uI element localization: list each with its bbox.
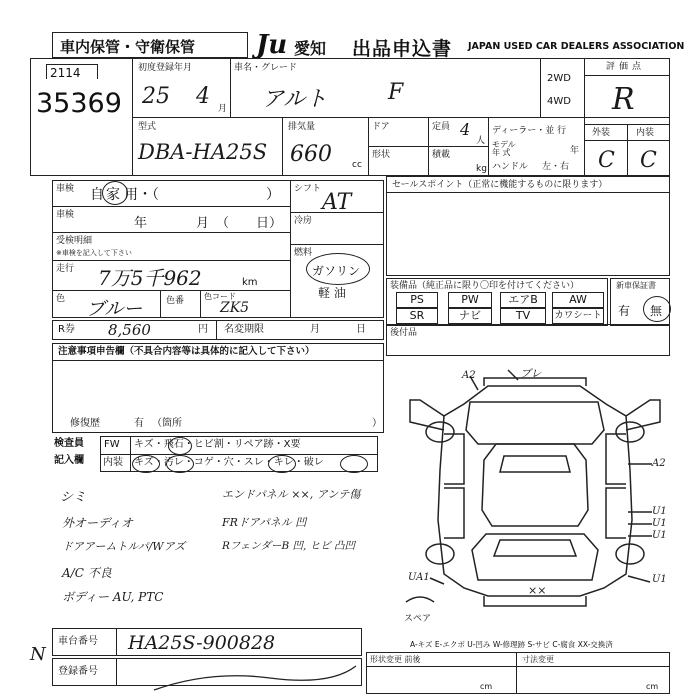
diagram-mark-right-3: U1	[652, 518, 667, 529]
displacement-value: 660	[290, 142, 332, 167]
registration-month: 4	[196, 84, 210, 109]
divider	[160, 290, 161, 318]
repair-value: 有	[134, 418, 144, 429]
checker-chip-circle	[168, 437, 192, 455]
recycle-unit: 円	[198, 324, 208, 335]
diagram-mark-bottom-mid: ××	[528, 584, 547, 597]
repair-paren: （箇所	[152, 418, 182, 429]
sales-point-label: セールスポイント（正常に機能するものに限ります）	[392, 180, 608, 190]
fuel-label: 燃料	[294, 248, 313, 258]
checker-fw-label: FW	[104, 439, 120, 450]
period-day-open: （	[216, 216, 230, 231]
divider	[290, 180, 291, 318]
registration-label: 初度登録年月	[138, 63, 193, 73]
diagram-mark-right-4: U1	[652, 530, 667, 541]
car-front-left-corner	[410, 400, 444, 430]
association-name: JAPAN USED CAR DEALERS ASSOCIATION	[468, 41, 685, 52]
divider	[200, 290, 201, 318]
note-left-4: A/C 不良	[62, 566, 112, 580]
storage-notice: 車内保管・守衛保管	[60, 38, 196, 56]
divider	[290, 244, 384, 245]
size-change-label: 寸法変更	[522, 655, 554, 664]
divider	[230, 58, 231, 117]
mark-line-bottom-left	[430, 578, 444, 584]
checker-tear-circle	[340, 455, 368, 473]
divider	[282, 117, 283, 176]
car-name-label: 車名・グレード	[234, 63, 298, 73]
checker-stain-circle	[166, 455, 194, 473]
diagram-spare-label: スペア	[404, 614, 432, 624]
cooler-label: 冷房	[294, 216, 313, 226]
model-year-sub: 年 式	[492, 148, 511, 157]
inspection-home: 家	[106, 187, 120, 203]
capacity-label: 定員	[432, 122, 451, 132]
equip-sr: SR	[396, 308, 438, 324]
dealer-label: ディーラー・並 行	[492, 126, 567, 136]
diagram-mark-bottom-right: U1	[652, 574, 667, 585]
exterior-label: 外装	[592, 128, 611, 138]
inspection-label: 車検	[56, 184, 75, 194]
inspection-suffix: 用・（	[124, 187, 159, 203]
door-shape-label: 形状	[372, 150, 391, 160]
diagram-mark-top-left: A2	[462, 370, 476, 381]
expiry-day-unit: 日	[356, 324, 366, 335]
expiry-month-unit: 月	[310, 324, 320, 335]
load-label: 積載	[432, 150, 451, 160]
repair-close: ）	[372, 418, 382, 429]
divider	[52, 290, 290, 291]
signature-scribble	[150, 660, 360, 696]
sales-point-frame	[386, 176, 670, 276]
model-value: DBA-HA25S	[138, 140, 268, 164]
mileage-value: 7万5千962	[98, 266, 202, 290]
lot-small-number: 2114	[50, 66, 81, 80]
note-left-3: ドアアームトルパ/Wアズ	[62, 540, 186, 553]
period-year-unit: 年	[134, 216, 148, 231]
period-label: 車検	[56, 210, 75, 220]
wheel-front-right	[616, 422, 644, 442]
note-left-2: 外オーディオ	[62, 516, 134, 530]
ju-logo-mark: Ju	[256, 30, 288, 60]
rear-bumper	[484, 596, 586, 606]
door-label: ドア	[372, 122, 390, 132]
registration-month-unit: 月	[218, 104, 228, 114]
recycle-label: R券	[58, 324, 75, 335]
divider	[516, 652, 517, 694]
car-name-value: アルト	[262, 87, 328, 112]
fuel-gasoline-circle	[306, 253, 370, 285]
recycle-value: 8,560	[108, 321, 151, 339]
displacement-unit: cc	[352, 160, 362, 170]
repair-label: 修復歴	[70, 418, 100, 429]
ledger-label: 受検明細	[56, 236, 93, 246]
note-left-5: ボディー AU, PTC	[62, 590, 164, 604]
lot-number: 35369	[36, 88, 122, 119]
car-side-right	[606, 434, 626, 484]
warranty-yes: 有	[618, 304, 631, 318]
divider	[52, 232, 290, 233]
signature-line	[154, 666, 356, 690]
divider	[488, 117, 489, 176]
note-right-2: FRドアパネル 凹	[222, 516, 307, 529]
wheel-rear-right	[616, 544, 644, 564]
mileage-unit: km	[242, 277, 258, 288]
form-title: 出品申込書	[352, 38, 453, 60]
equip-pw: PW	[448, 292, 492, 308]
unit-cm-2: cm	[646, 682, 659, 691]
damage-legend: A-キズ E-エクボ U-凹み W-修理跡 S-サビ C-腐食 XX-交換済	[410, 640, 613, 649]
divider	[428, 146, 488, 147]
model-year-unit: 年	[570, 146, 580, 156]
model-label: 型式	[138, 122, 157, 132]
color-label: 色	[56, 294, 66, 304]
checker-wear-circle	[268, 455, 296, 473]
warranty-no-circle	[643, 296, 671, 322]
equip-ps: PS	[396, 292, 438, 308]
inspection-prefix: 自	[90, 187, 104, 203]
equip-leather: カワシート	[552, 308, 604, 324]
lot-small-bracket	[46, 64, 98, 79]
period-day-unit: 日）	[256, 216, 283, 231]
car-rear-window	[494, 540, 576, 556]
shape-change-label: 形状変更 前後	[370, 655, 421, 664]
note-left-1: シミ	[60, 490, 87, 505]
car-side-left	[444, 434, 464, 484]
car-grade-value: F	[388, 80, 404, 105]
divider	[130, 436, 131, 472]
diagram-mark-right-2: U1	[652, 506, 667, 517]
shift-value: AT	[322, 190, 352, 215]
divider	[116, 658, 117, 686]
divider	[584, 75, 670, 76]
ju-logo-region: 愛知	[294, 39, 327, 58]
checker-scratch-circle	[132, 455, 160, 473]
after-install-frame	[386, 324, 670, 356]
fuel-gasoline: ガソリン	[312, 264, 361, 278]
checker-label-2: 記入欄	[54, 455, 84, 466]
margin-mark: N	[30, 644, 46, 665]
chassis-value: HA25S-900828	[128, 632, 276, 654]
capacity-unit: 人	[476, 136, 486, 146]
checker-label-1: 検査員	[54, 438, 84, 449]
equip-airbag: エアB	[500, 292, 546, 308]
color-code-label: 色コード	[204, 292, 236, 301]
spare-tire	[406, 597, 434, 602]
divider	[540, 58, 541, 117]
warranty-label: 新車保証書	[616, 281, 656, 290]
drive-4wd: 4WD	[547, 96, 571, 107]
grade-point-label: 評価点	[606, 62, 646, 72]
after-install-label: 後付品	[390, 328, 418, 338]
equip-tv: TV	[500, 308, 546, 324]
divider	[116, 628, 117, 656]
period-month-unit: 月	[196, 216, 210, 231]
ledger-sub: ※車検を記入して下さい	[56, 249, 132, 257]
checker-interior-label: 内装	[103, 457, 123, 468]
mileage-label: 走行	[56, 264, 75, 274]
inspection-close: ）	[266, 187, 280, 203]
handle-label: ハンドル	[492, 162, 529, 172]
note-right-1: エンドパネル ××, アンテ傷	[222, 488, 361, 501]
diagram-mark-top: ブレ	[520, 367, 542, 380]
displacement-label: 排気量	[288, 122, 316, 132]
color-value: ブルー	[86, 298, 143, 320]
chassis-label: 車台番号	[58, 636, 98, 647]
fuel-diesel: 軽 油	[318, 286, 346, 300]
capacity-value: 4	[460, 120, 471, 139]
equip-aw: AW	[552, 292, 604, 308]
divider	[132, 117, 670, 118]
grade-point-value: R	[612, 82, 635, 117]
color-code-value: ZK5	[220, 300, 250, 316]
reg-number-label: 登録番号	[58, 666, 98, 677]
mark-line-bottom-right	[628, 576, 650, 582]
divider	[366, 666, 670, 667]
notes-header: 注意事項申告欄（不具合内容等は具体的に記入して下さい）	[58, 346, 315, 357]
car-rear	[472, 534, 598, 580]
shift-label: シフト	[294, 184, 322, 194]
model-year-label: モデル	[492, 140, 516, 149]
registration-year: 25	[142, 84, 170, 109]
checker-fw-text: キズ・飛石・ヒビ割・リペア跡・X要	[134, 439, 301, 450]
divider	[290, 212, 384, 213]
color-number-label: 色番	[166, 296, 185, 306]
note-right-3: RフェンダーB 凹, ヒビ 凸凹	[222, 540, 356, 552]
divider	[52, 360, 384, 361]
car-front-right-corner	[626, 400, 660, 430]
checker-interior-text: キズ・汚レ・コゲ・穴・スレ・キレ・破レ	[134, 457, 324, 468]
diagram-mark-bottom-left: UA1	[408, 572, 430, 583]
wheel-rear-left	[426, 544, 454, 564]
car-hood	[466, 402, 604, 444]
interior-value: C	[640, 148, 657, 173]
divider	[216, 320, 217, 340]
divider	[584, 140, 670, 141]
equipment-label: 装備品（純正品に限り〇印を付けてください）	[390, 281, 580, 291]
interior-label: 内装	[636, 128, 655, 138]
equip-navi: ナビ	[448, 308, 492, 324]
expiry-label: 名変期限	[224, 324, 264, 335]
car-roof-inner	[500, 456, 570, 472]
unit-cm-1: cm	[480, 682, 493, 691]
exterior-value: C	[598, 148, 615, 173]
divider	[627, 124, 628, 176]
wheel-front-left	[426, 422, 454, 442]
recycle-frame	[52, 320, 384, 340]
diagram-mark-right-1: A2	[652, 458, 666, 469]
load-unit: kg	[476, 164, 487, 174]
divider	[368, 146, 428, 147]
handle-options: 左・右	[542, 162, 570, 172]
drive-2wd: 2WD	[547, 73, 571, 84]
warranty-no: 無	[650, 304, 663, 318]
divider	[52, 260, 290, 261]
divider	[386, 192, 670, 193]
divider	[52, 206, 290, 207]
car-side-right-2	[606, 488, 626, 538]
car-side-left-2	[444, 488, 464, 538]
